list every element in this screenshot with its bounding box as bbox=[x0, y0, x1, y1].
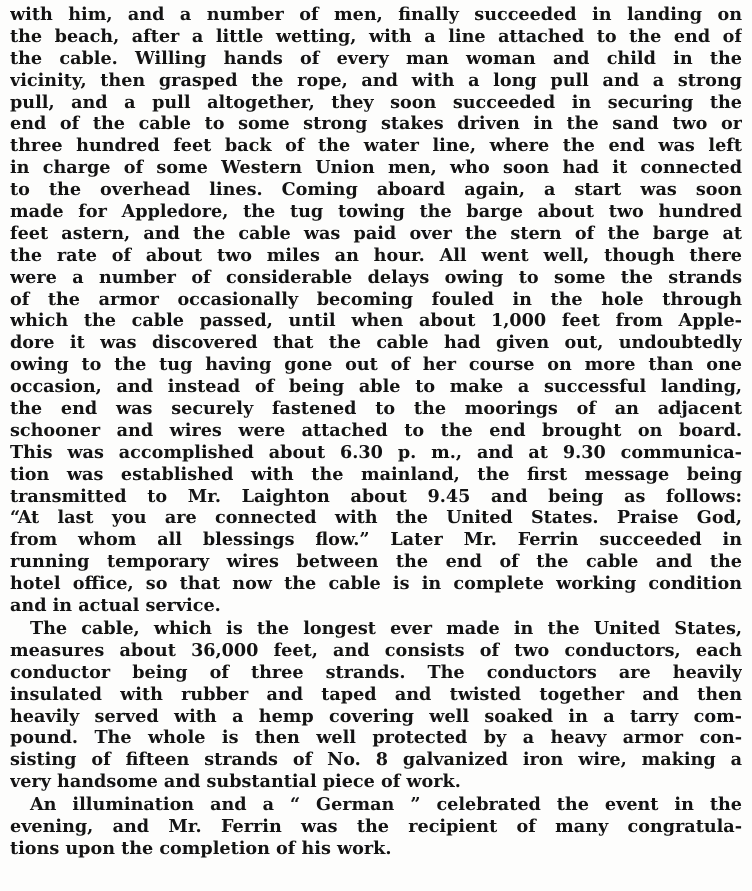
text-line: evening, and Mr. Ferrin was the recipient of many congratula- bbox=[10, 815, 742, 837]
text-line: from whom all blessings flow.” Later Mr. Ferrin succeeded in bbox=[10, 529, 742, 551]
text-line: hotel office, so that now the cable is in complete working condition bbox=[10, 573, 742, 595]
article-column bbox=[10, 4, 742, 860]
text-line: insulated with rubber and taped and twisted together and then bbox=[10, 683, 742, 705]
text-line: “At last you are connected with the United States. Praise God, bbox=[10, 507, 742, 529]
text-line: tions upon the completion of his work. bbox=[10, 837, 392, 859]
text-line: of the armor occasionally becoming fouled in the hole through bbox=[10, 288, 742, 310]
text-line: transmitted to Mr. Laighton about 9.45 and being as follows: bbox=[10, 485, 742, 507]
text-line: running temporary wires between the end of the cable and the bbox=[10, 551, 742, 573]
text-line: which the cable passed, until when about 1,000 feet from Apple- bbox=[10, 310, 742, 332]
text-line: very handsome and substantial piece of work. bbox=[10, 771, 461, 793]
text-line: three hundred feet back of the water line, where the end was left bbox=[10, 135, 742, 157]
text-line: This was accomplished about 6.30 p. m., and at 9.30 communica- bbox=[10, 441, 742, 463]
text-line: end of the cable to some strong stakes driven in the sand two or bbox=[10, 113, 742, 135]
text-line: An illumination and a “ German ” celebrated the event in the bbox=[30, 794, 742, 816]
text-line: The cable, which is the longest ever made in the United States, bbox=[30, 617, 742, 639]
text-line: occasion, and instead of being able to make a successful landing, bbox=[10, 376, 742, 398]
text-line: schooner and wires were attached to the end brought on board. bbox=[10, 419, 742, 441]
text-line: sisting of fifteen strands of No. 8 galvanized iron wire, making a bbox=[10, 749, 742, 771]
text-line: in charge of some Western Union men, who soon had it connected bbox=[10, 157, 742, 179]
text-line: pound. The whole is then well protected by a heavy armor con- bbox=[10, 727, 742, 749]
text-line: measures about 36,000 feet, and consists of two conductors, each bbox=[10, 639, 742, 661]
paragraph-1 bbox=[10, 4, 742, 617]
text-line: pull, and a pull altogether, they soon succeeded in securing the bbox=[10, 91, 742, 113]
text-line: tion was established with the mainland, the first message being bbox=[10, 463, 742, 485]
paragraph-2 bbox=[10, 618, 742, 793]
text-line: feet astern, and the cable was paid over the stern of the barge at bbox=[10, 222, 742, 244]
text-line: the cable. Willing hands of every man woman and child in the bbox=[10, 47, 742, 69]
text-line: and in actual service. bbox=[10, 595, 221, 617]
paragraph-3 bbox=[10, 794, 742, 860]
text-line: to the overhead lines. Coming aboard again, a start was soon bbox=[10, 179, 742, 201]
text-line: owing to the tug having gone out of her course on more than one bbox=[10, 354, 742, 376]
text-line: dore it was discovered that the cable had given out, undoubtedly bbox=[10, 332, 742, 354]
text-line: vicinity, then grasped the rope, and with a long pull and a strong bbox=[10, 69, 742, 91]
text-line: heavily served with a hemp covering well soaked in a tarry com- bbox=[10, 705, 742, 727]
text-line: made for Appledore, the tug towing the barge about two hundred bbox=[10, 201, 742, 223]
text-line: the end was securely fastened to the moorings of an adjacent bbox=[10, 398, 742, 420]
text-line: were a number of considerable delays owing to some the strands bbox=[10, 266, 742, 288]
text-line: with him, and a number of men, finally succeeded in landing on bbox=[10, 4, 742, 25]
text-line: the beach, after a little wetting, with a line attached to the end of bbox=[10, 25, 742, 47]
text-line: conductor being of three strands. The conductors are heavily bbox=[10, 661, 742, 683]
text-line: the rate of about two miles an hour. All went well, though there bbox=[10, 244, 742, 266]
